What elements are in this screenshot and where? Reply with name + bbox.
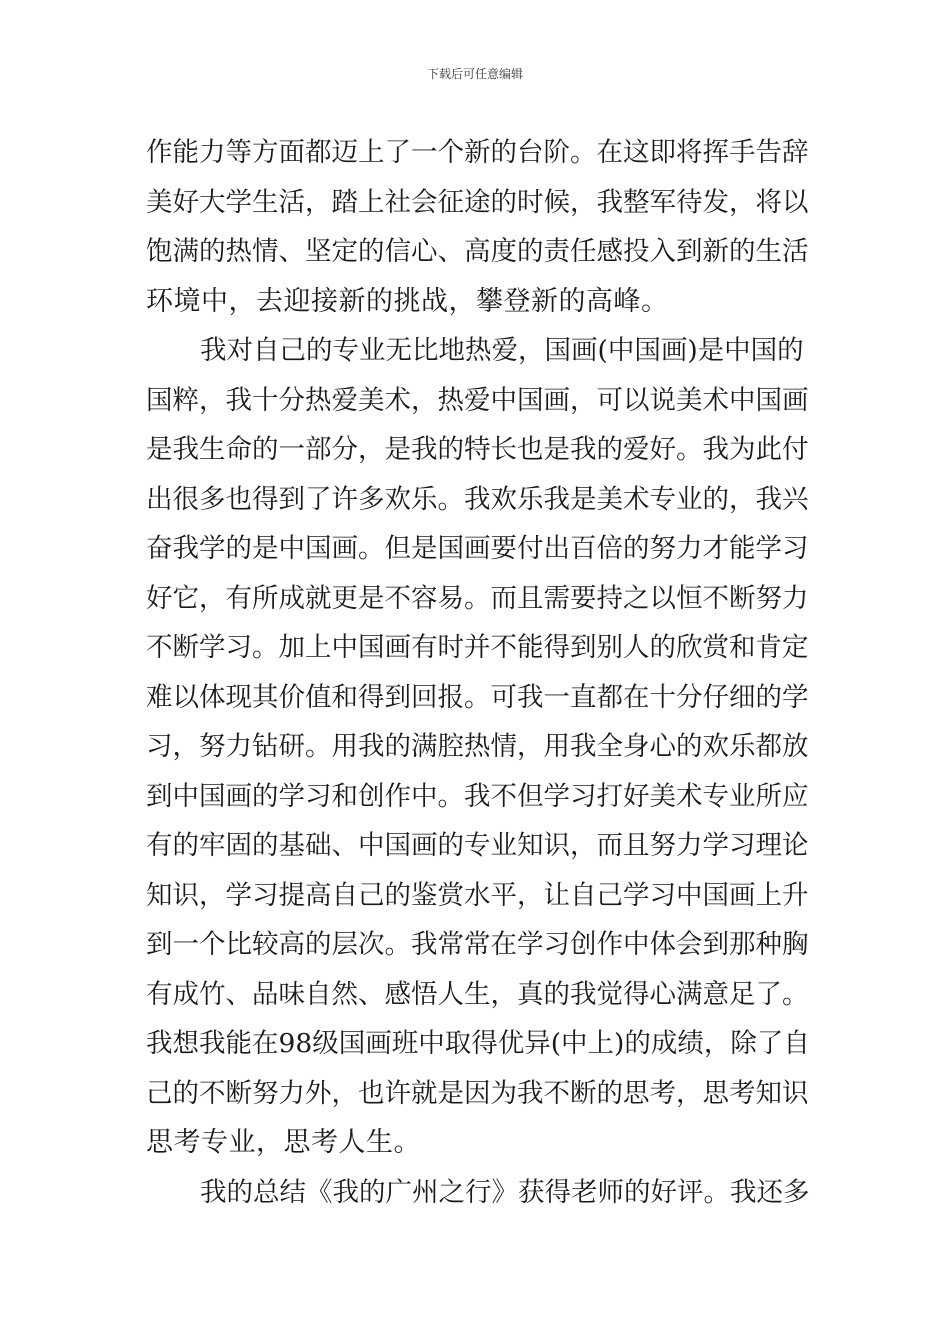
text-line: 环境中，去迎接新的挑战，攀登新的高峰。 [146,285,669,317]
text-line: 己的不断努力外，也许就是因为我不断的思考，思考知识 [146,1077,809,1109]
text-line: 难以体现其价值和得到回报。可我一直都在十分仔细的学 [146,681,809,713]
text-line: 习，努力钻研。用我的满腔热情，用我全身心的欢乐都放 [146,731,809,762]
text-line: 不断学习。加上中国画有时并不能得到别人的欣赏和肯定 [146,632,809,663]
text-line: 到中国画的学习和创作中。我不但学习打好美术专业所应 [146,780,809,812]
paragraph-3 [146,1168,810,1218]
page-header: 下载后可任意编辑 [426,67,523,81]
text-line: 国粹，我十分热爱美术，热爱中国画，可以说美术中国画 [146,384,809,416]
text-line: 饱满的热情、坚定的信心、高度的责任感投入到新的生活 [146,236,809,267]
text-line: 有的牢固的基础、中国画的专业知识，而且努力学习理论 [146,830,809,861]
paragraph-1 [146,128,810,326]
text-line: 思考专业，思考人生。 [146,1127,421,1158]
paragraph-2 [146,326,810,1168]
text-line: 是我生命的一部分，是我的特长也是我的爱好。我为此付 [146,434,809,465]
text-line: 我想我能在98级国画班中取得优异(中上)的成绩，除了自 [146,1028,810,1059]
text-line: 美好大学生活，踏上社会征途的时候，我整军待发，将以 [146,186,809,218]
text-line: 到一个比较高的层次。我常常在学习创作中体会到那种胸 [146,929,809,960]
document-body [146,128,810,1217]
text-line: 我对自己的专业无比地热爱，国画(中国画)是中国的 [200,335,804,366]
text-line: 有成竹、品味自然、感悟人生，真的我觉得心满意足了。 [146,978,809,1010]
text-line: 好它，有所成就更是不容易。而且需要持之以恒不断努力 [146,582,809,614]
text-line: 奋我学的是中国画。但是国画要付出百倍的努力才能学习 [146,533,809,564]
text-line: 知识，学习提高自己的鉴赏水平，让自己学习中国画上升 [146,879,809,911]
text-line: 出很多也得到了许多欢乐。我欢乐我是美术专业的，我兴 [146,483,809,515]
text-line: 我的总结《我的广州之行》获得老师的好评。我还多 [200,1176,810,1208]
text-line: 作能力等方面都迈上了一个新的台阶。在这即将挥手告辞 [146,137,809,168]
